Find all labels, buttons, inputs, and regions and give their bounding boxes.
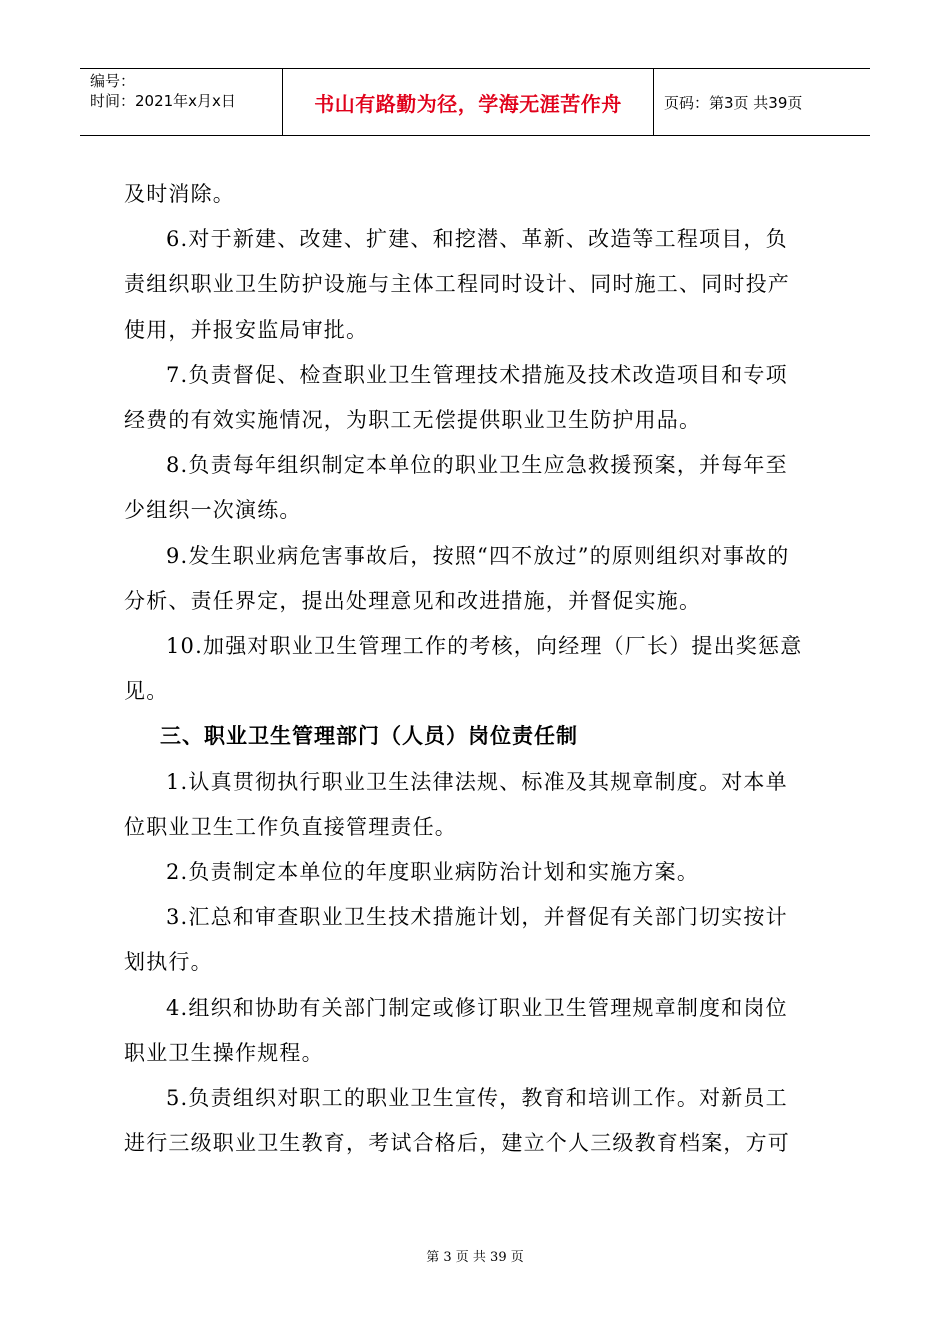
header-meta	[80, 69, 282, 135]
page-info: 页码：第3页 共39页	[664, 93, 803, 112]
paragraph: 及时消除。	[124, 182, 235, 206]
paragraph: 9.发生职业病危害事故后，按照“四不放过”的原则组织对事故的分析、责任界定，提出处理意见和改进措施，并督促实施。	[124, 543, 790, 613]
paragraph: 3.汇总和审查职业卫生技术措施计划，并督促有关部门切实按计划执行。	[124, 905, 788, 975]
motto-text: 书山有路勤为径，学海无涯苦作舟	[314, 91, 622, 116]
document-header	[80, 68, 870, 136]
paragraph: 10.加强对职业卫生管理工作的考核，向经理（厂长）提出奖惩意见。	[124, 634, 803, 704]
paragraph: 1.认真贯彻执行职业卫生法律法规、标准及其规章制度。对本单位职业卫生工作负直接管理责任。	[124, 769, 788, 839]
time-label: 时间：2021年x月x日	[90, 92, 236, 110]
number-label: 编号：	[90, 72, 136, 90]
document-body	[124, 172, 804, 1166]
header-page-cell	[654, 69, 870, 135]
section-heading: 三、职业卫生管理部门（人员）岗位责任制	[160, 724, 578, 749]
paragraph: 2.负责制定本单位的年度职业病防治计划和实施方案。	[166, 860, 700, 885]
header-motto-cell	[282, 69, 654, 135]
paragraph: 5.负责组织对职工的职业卫生宣传，教育和培训工作。对新员工进行三级职业卫生教育，考试合格后，建立个人三级教育档案，方可	[124, 1086, 790, 1156]
paragraph: 7.负责督促、检查职业卫生管理技术措施及技术改造项目和专项经费的有效实施情况，为职工无偿提供职业卫生防护用品。	[124, 362, 788, 433]
page-footer: 第 3 页 共 39 页	[426, 1250, 524, 1265]
paragraph: 6.对于新建、改建、扩建、和挖潜、革新、改造等工程项目，负责组织职业卫生防护设施与主体工程同时设计、同时施工、同时投产使用，并报安监局审批。	[124, 227, 790, 342]
paragraph: 4.组织和协助有关部门制定或修订职业卫生管理规章制度和岗位职业卫生操作规程。	[124, 995, 788, 1065]
paragraph: 8.负责每年组织制定本单位的职业卫生应急救援预案，并每年至少组织一次演练。	[124, 453, 788, 523]
